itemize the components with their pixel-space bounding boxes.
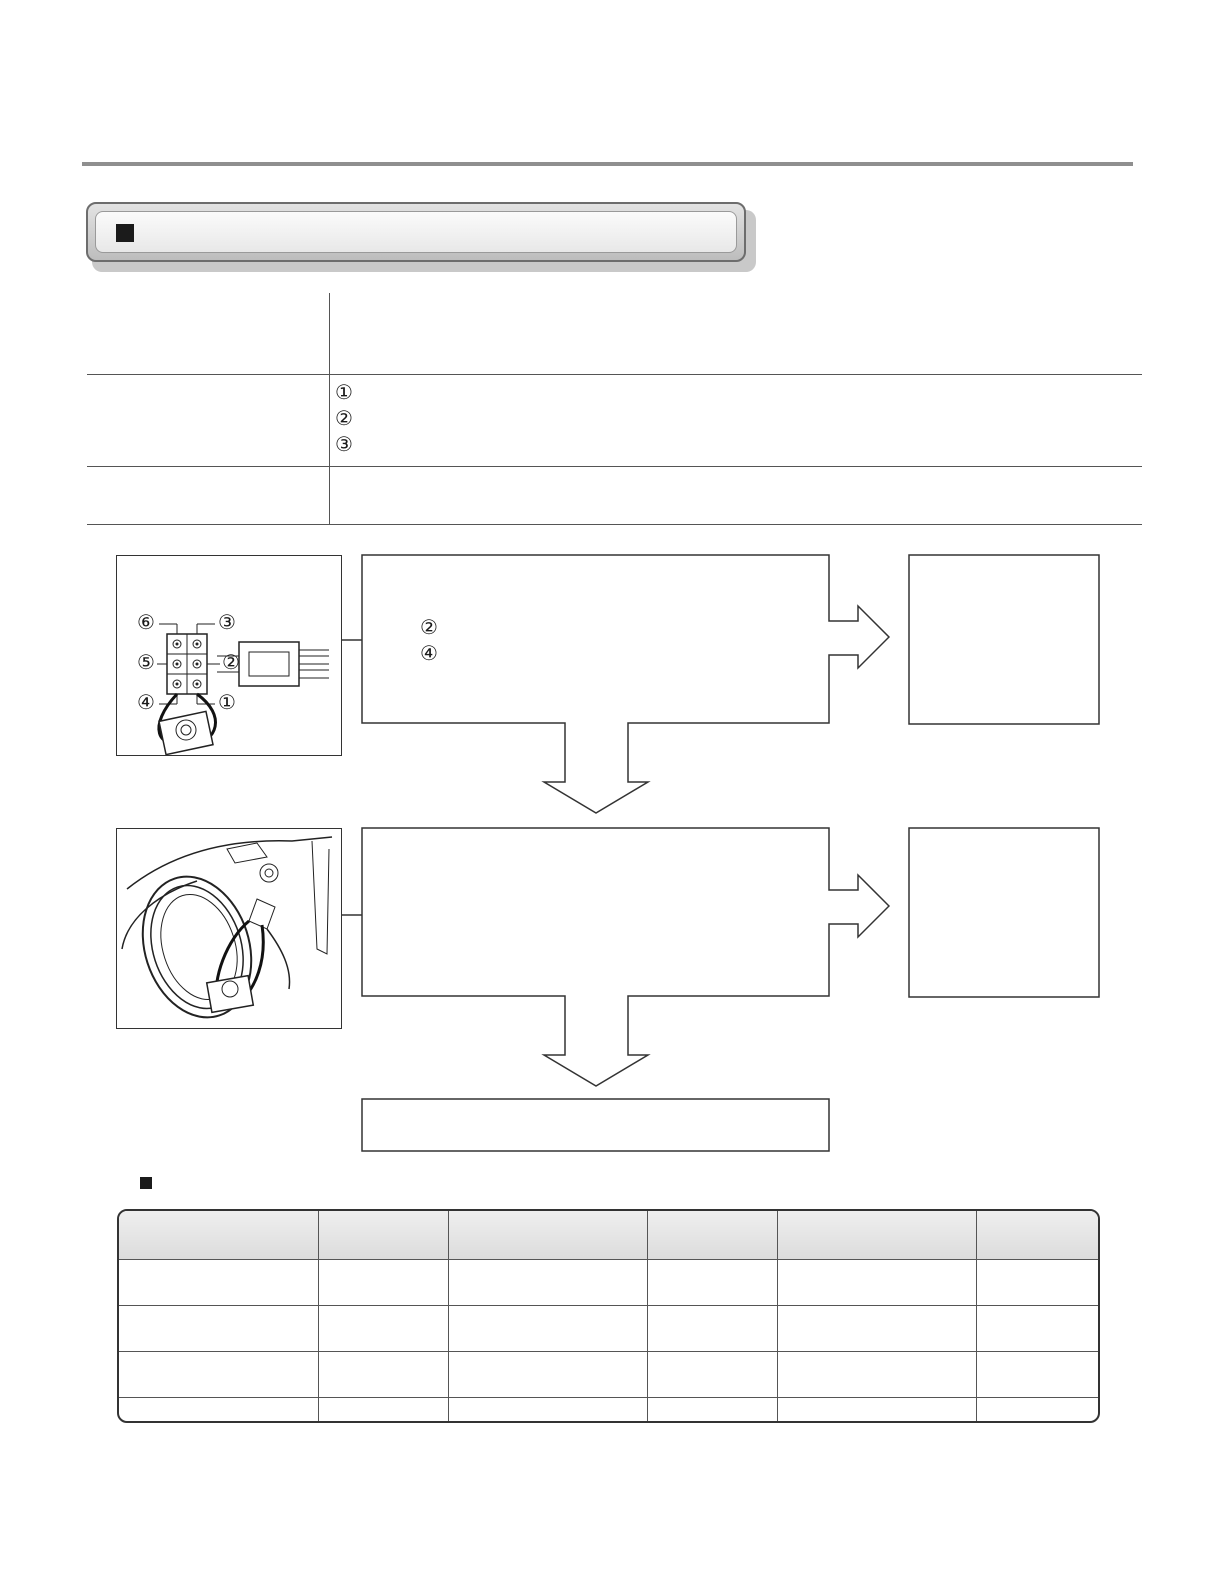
- pin-label: ④: [137, 690, 155, 714]
- column-header: [448, 1211, 647, 1260]
- table-cell: [976, 1398, 1098, 1421]
- table-row: [119, 1352, 1098, 1398]
- table-cell: [448, 1306, 647, 1352]
- final-box: [362, 1099, 829, 1151]
- connector-diagram: [116, 555, 342, 756]
- table-cell: [976, 1352, 1098, 1398]
- door-switch-illustration: [117, 829, 341, 1028]
- pin-label: ③: [218, 610, 236, 634]
- item-marker: ③: [335, 432, 353, 456]
- pin-label: ①: [218, 690, 236, 714]
- step2-box: [362, 828, 889, 1086]
- table-cell: [647, 1260, 777, 1306]
- table-cell: [777, 1260, 976, 1306]
- step1-markers: [420, 614, 438, 666]
- column-header: [318, 1211, 448, 1260]
- table-cell: [119, 1260, 318, 1306]
- column-header: [119, 1211, 318, 1260]
- column-header: [976, 1211, 1098, 1260]
- table-cell: [647, 1398, 777, 1421]
- table-cell: [119, 1306, 318, 1352]
- table-header-row: [119, 1211, 1098, 1260]
- step1-marker: ④: [420, 641, 438, 665]
- table-cell: [777, 1306, 976, 1352]
- pin-label: ⑥: [137, 610, 155, 634]
- table-cell: [777, 1398, 976, 1421]
- table-row: [119, 1306, 1098, 1352]
- table-cell: [448, 1260, 647, 1306]
- item-marker: ①: [335, 380, 353, 404]
- table-cell: [318, 1306, 448, 1352]
- black-square-icon: [140, 1177, 152, 1189]
- table-cell: [448, 1398, 647, 1421]
- table-row: [119, 1260, 1098, 1306]
- item-marker: ②: [335, 406, 353, 430]
- table-row: [119, 1398, 1098, 1421]
- step2-result-box: [909, 828, 1099, 997]
- step1-box: [362, 555, 889, 813]
- table-cell: [777, 1352, 976, 1398]
- step1-result-box: [909, 555, 1099, 724]
- pin-label: ②: [222, 650, 240, 674]
- table-cell: [318, 1260, 448, 1306]
- column-header: [647, 1211, 777, 1260]
- table-cell: [448, 1352, 647, 1398]
- machine-illustration: [116, 828, 342, 1029]
- column-header: [777, 1211, 976, 1260]
- table-cell: [119, 1352, 318, 1398]
- table-cell: [647, 1306, 777, 1352]
- table-cell: [976, 1260, 1098, 1306]
- table-cell: [119, 1398, 318, 1421]
- table-cell: [318, 1352, 448, 1398]
- spec-table: [117, 1209, 1100, 1423]
- pin-label: ⑤: [137, 650, 155, 674]
- table-cell: [647, 1352, 777, 1398]
- table-cell: [318, 1398, 448, 1421]
- step1-marker: ②: [420, 615, 438, 639]
- table-cell: [976, 1306, 1098, 1352]
